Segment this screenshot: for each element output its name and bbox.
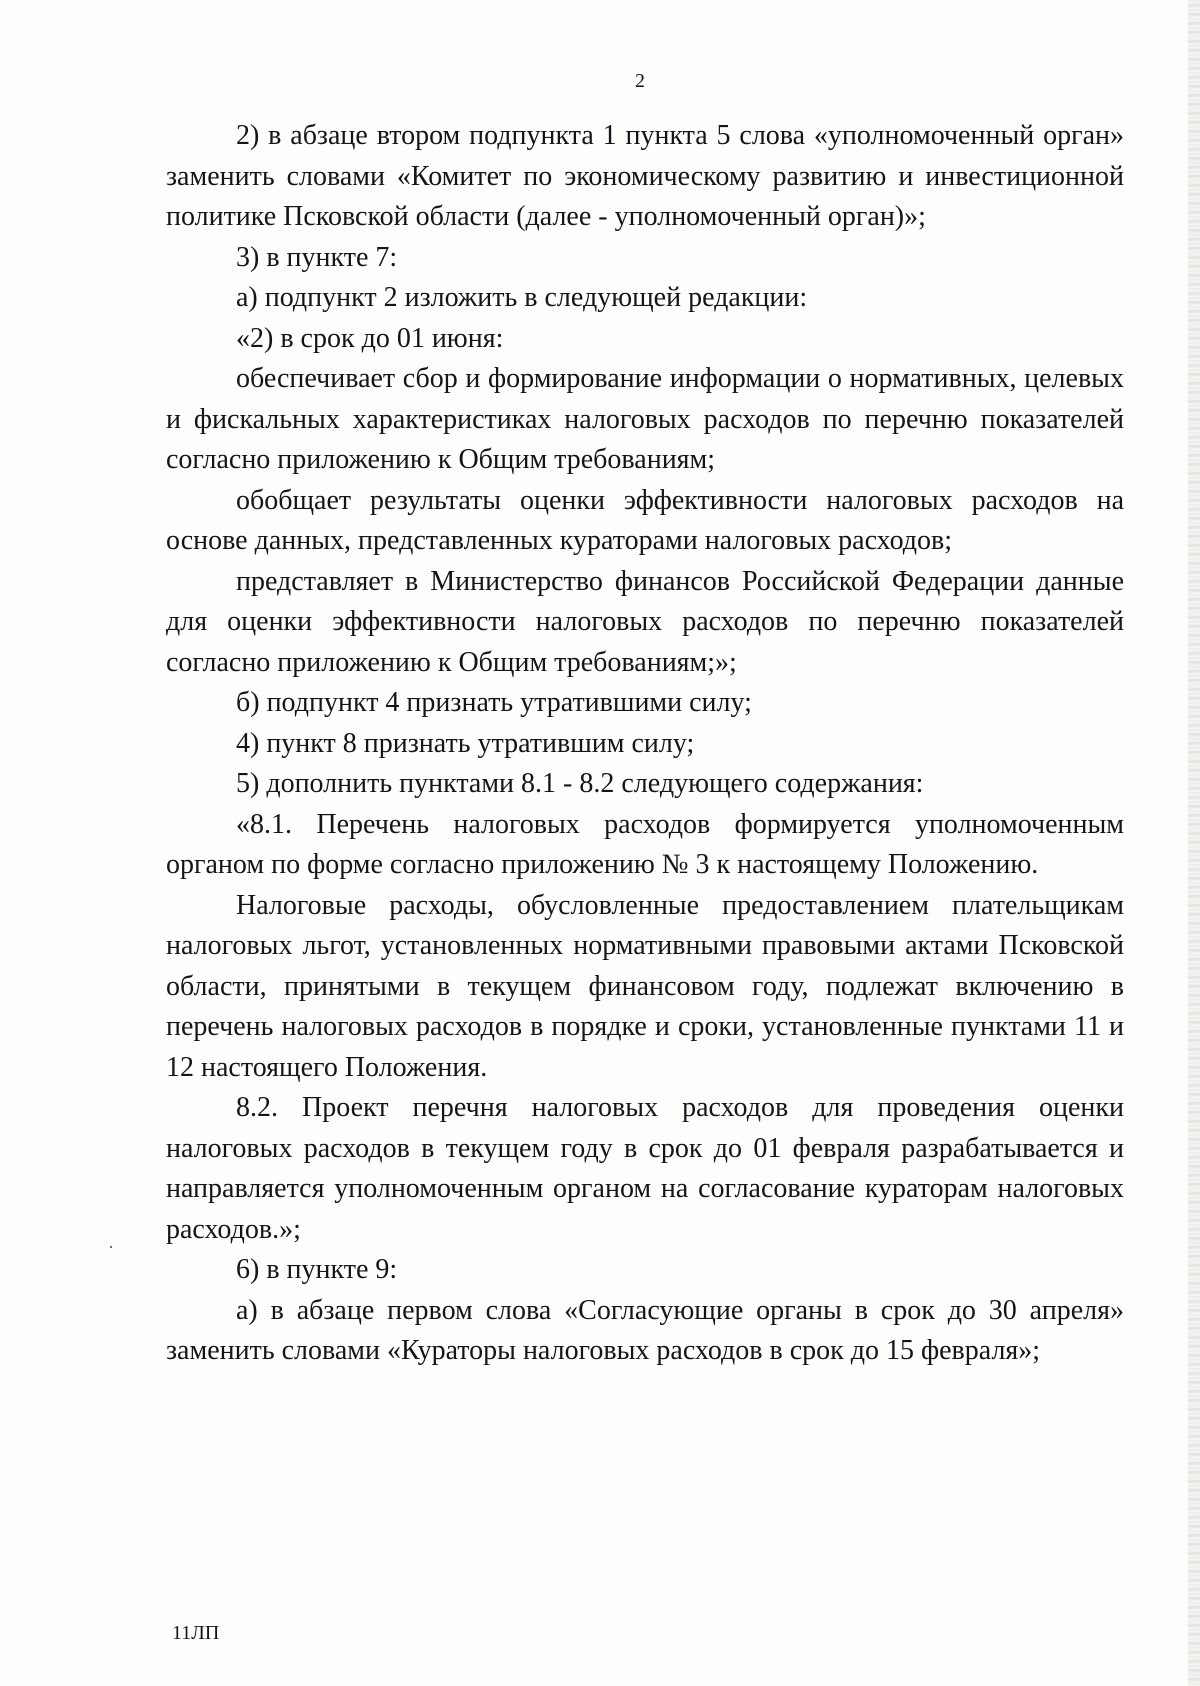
paragraph: б) подпункт 4 признать утратившими силу;: [236, 687, 752, 718]
paragraph: 6) в пункте 9:: [236, 1254, 398, 1285]
paragraph: «2) в срок до 01 июня:: [236, 322, 504, 354]
paragraph: Налоговые расходы, обусловленные предоставлением плательщикам налоговых льгот, установленных нормативными правовыми актами Псковской области, принятыми в текущем финансовом году, подлежат включению в перечень налоговых расходов в порядке и сроки, установленные пунктами 11 и 12 настоящего Положения.: [166, 889, 1124, 1083]
paragraph: 8.2. Проект перечня налоговых расходов для проведения оценки налоговых расходов в текущем году в срок до 01 февраля разрабатывается и направляется уполномоченным органом на согласование кураторам налоговых расходов.»;: [166, 1092, 1124, 1245]
paragraph: 3) в пункте 7:: [236, 241, 398, 273]
paragraph: а) подпункт 2 изложить в следующей редакции:: [236, 282, 808, 313]
paragraph: а) в абзаце первом слова «Согласующие органы в срок до 30 апреля» заменить словами «Кураторы налоговых расходов в срок до 15 февраля»;: [166, 1294, 1124, 1366]
page-number: 2: [635, 70, 645, 92]
scan-edge: [1188, 0, 1200, 1686]
paragraph: представляет в Министерство финансов Российской Федерации данные для оценки эффективности налоговых расходов по перечню показателей согласно приложению к Общим требованиям;»;: [166, 565, 1124, 678]
paragraph: 5) дополнить пунктами 8.1 - 8.2 следующего содержания:: [236, 768, 924, 799]
footer-code: 11ЛП: [172, 1622, 220, 1644]
paragraph: «8.1. Перечень налоговых расходов формируется уполномоченным органом по форме согласно приложению № 3 к настоящему Положению.: [166, 808, 1124, 880]
scan-speck: [110, 1246, 112, 1248]
paragraph: 2) в абзаце втором подпункта 1 пункта 5 слова «уполномоченный орган» заменить словами «Комитет по экономическому развитию и инвестиционной политике Псковской области (далее - уполномоченный орган)»;: [166, 120, 1124, 232]
paragraph: обеспечивает сбор и формирование информации о нормативных, целевых и фискальных характеристиках налоговых расходов по перечню показателей согласно приложению к Общим требованиям;: [166, 363, 1124, 475]
paragraph: обобщает результаты оценки эффективности налоговых расходов на основе данных, представленных кураторами налоговых расходов;: [166, 484, 1124, 556]
document-body: [166, 116, 1124, 1372]
paragraph: 4) пункт 8 признать утратившим силу;: [236, 727, 695, 759]
